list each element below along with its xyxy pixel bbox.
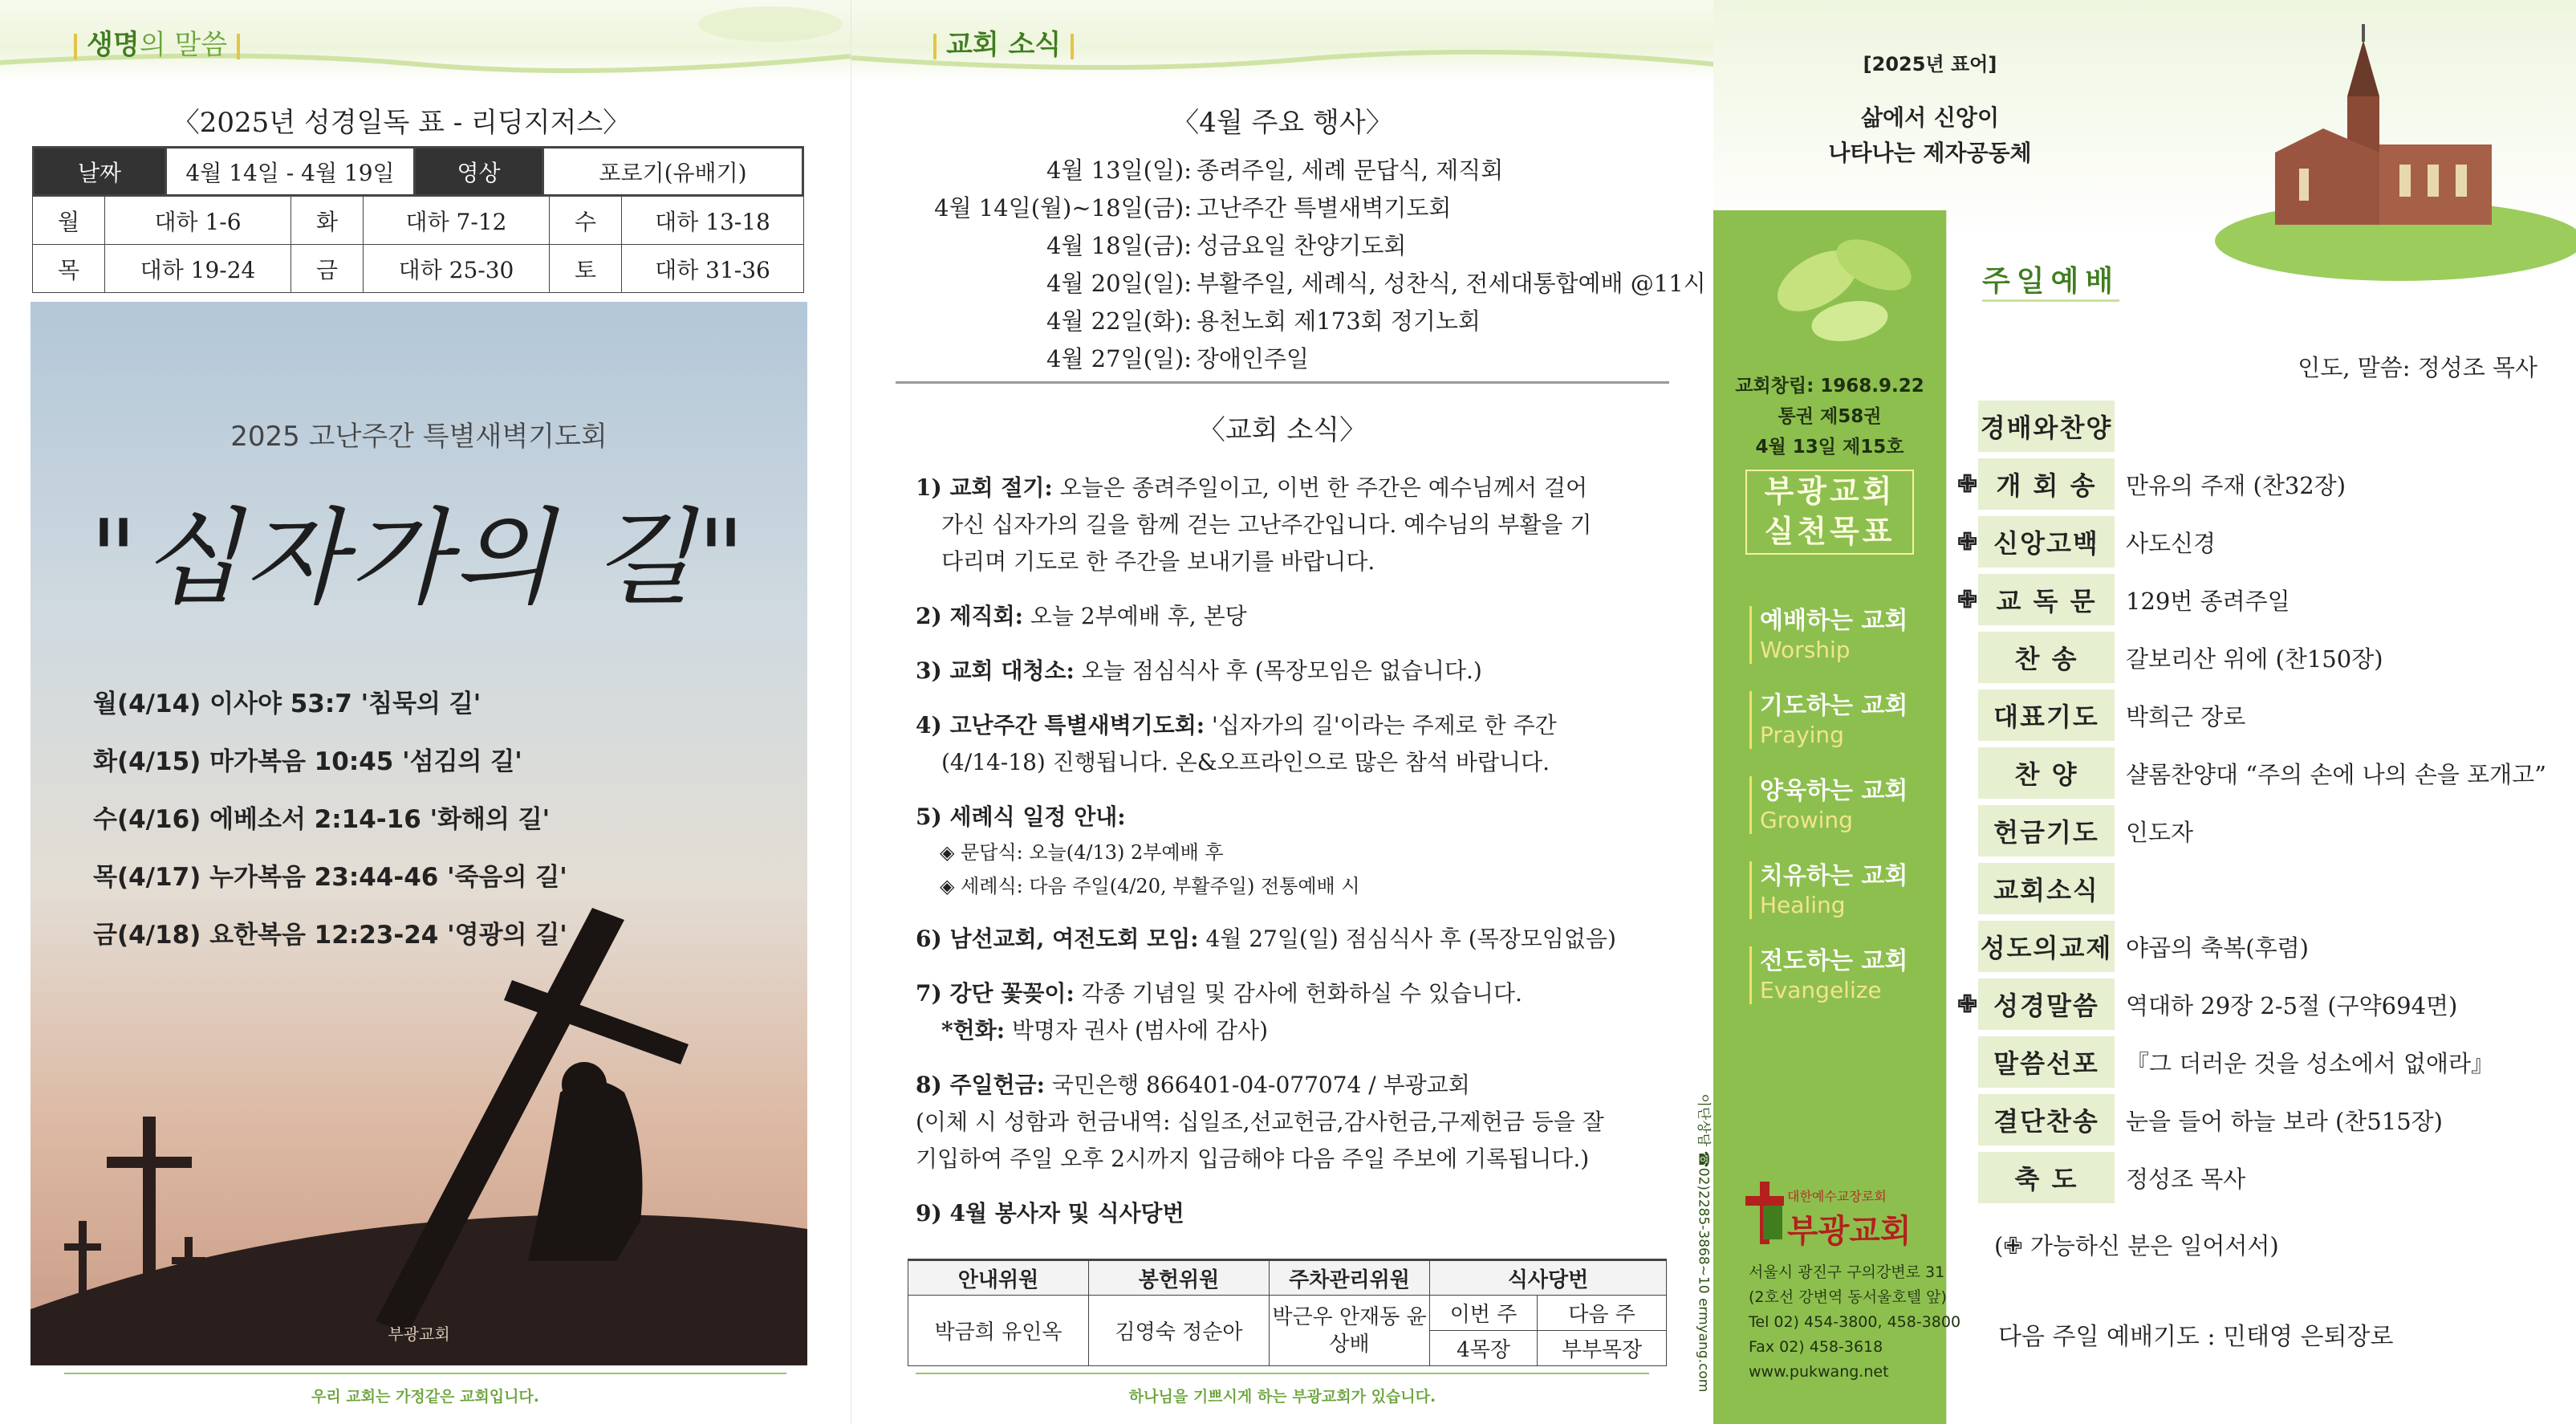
poster-brand: 부광교회 xyxy=(388,1324,450,1344)
counsel-phone-vertical: 이단상담 ☎02)2285-3868~10 ermyang.com xyxy=(1695,1093,1712,1393)
events-list xyxy=(900,153,1706,379)
cross-silhouette-illustration xyxy=(30,884,807,1365)
meal-this-label: 이번 주 xyxy=(1430,1296,1538,1331)
video-value: 포로기(유배기) xyxy=(543,148,803,196)
schedule-line: 금(4/18) 요한복음 12:23-24 '영광의 길' xyxy=(93,921,567,950)
col-header: 안내위원 xyxy=(908,1260,1089,1296)
news-item: 3) 교회 대청소: 오늘 점심식사 후 (목장모임은 없습니다.) xyxy=(916,657,1482,684)
meal-this: 4목장 xyxy=(1430,1331,1538,1366)
news-item: 8) 주일헌금: 국민은행 866401-04-077074 / 부광교회 (이체 시 성함과 헌금내역: 십일조,선교헌금,감사헌금,구제헌금 등을 잘 기입하여 주일 오후 2시까지 입금해야 다음 주일 주보에 기록됩니다.) xyxy=(916,1072,1604,1172)
church-building-image xyxy=(2227,24,2572,265)
denomination: 대한예수교장로회 xyxy=(1787,1189,1887,1204)
news-list xyxy=(916,470,1686,1250)
panel-church-news xyxy=(851,0,1713,1424)
poster-title: "십자가의 길" xyxy=(89,497,749,619)
order-row: 말씀선포 『그 더러운 것을 성소에서 없애라』 xyxy=(1978,1033,2556,1091)
order-row: 축 도 정성조 목사 xyxy=(1978,1149,2556,1206)
order-row: ✙ 성경말씀 역대하 29장 2-5절 (구약694면) xyxy=(1978,975,2556,1033)
news-item: 2) 제직회: 오늘 2부예배 후, 본당 xyxy=(916,603,1247,629)
footer-divider xyxy=(64,1373,786,1374)
reading-table-title: 〈2025년 성경일독 표 - 리딩지저스〉 xyxy=(172,107,631,139)
date-value: 4월 14일 - 4월 19일 xyxy=(166,148,415,196)
section-divider xyxy=(896,381,1669,384)
cross-logo-icon xyxy=(1745,1182,1784,1244)
church-address: 서울시 광진구 구의강변로 31 (2호선 강변역 동서울호텔 앞) Tel 02) 454-3800, 458-3800 Fax 02) 458-3618 www.pukwang.net xyxy=(1749,1263,1961,1381)
order-row: 성도의교제 야곱의 축복(후렴) xyxy=(1978,917,2556,975)
order-row: 교회소식 xyxy=(1978,860,2556,917)
leaves-decoration xyxy=(1745,217,1938,361)
day-cell: 화 xyxy=(291,197,364,245)
events-title: 〈4월 주요 행사〉 xyxy=(1172,107,1393,139)
news-title: 〈교회 소식〉 xyxy=(1197,414,1367,446)
goal-item: 전도하는 교회 Evangelize xyxy=(1749,946,1908,1004)
event-row: 4월 20일(일): 부활주일, 세례식, 성찬식, 전세대통합예배 @11시 xyxy=(1046,270,1706,297)
goal-item: 치유하는 교회 Healing xyxy=(1749,861,1908,919)
day-cell: 월 xyxy=(33,197,105,245)
col-header: 주차관리위원 xyxy=(1270,1260,1430,1296)
day-cell: 금 xyxy=(291,245,364,293)
news-item: 9) 4월 봉사자 및 식사당번 xyxy=(916,1200,1184,1227)
schedule-line: 목(4/17) 누가복음 23:44-46 '죽음의 길' xyxy=(93,863,567,892)
offering-cell: 김영숙 정순아 xyxy=(1089,1296,1270,1366)
reading-cell: 대하 31-36 xyxy=(622,245,804,293)
news-item: 1) 교회 절기: 오늘은 종려주일이고, 이번 한 주간은 예수님께서 걸어 가신 십자가의 길을 함께 걷는 고난주간입니다. 예수님의 부활을 기 다리며 기도로 한 주간을 보내기를 바랍니다. xyxy=(916,474,1592,575)
reading-cell: 대하 19-24 xyxy=(105,245,291,293)
event-row: 4월 18일(금): 성금요일 찬양기도회 xyxy=(1046,232,1407,259)
goal-item: 기도하는 교회 Praying xyxy=(1749,691,1908,749)
year-label: [2025년 표어] xyxy=(1863,53,1997,75)
day-cell: 목 xyxy=(33,245,105,293)
worship-title: 주일예배 xyxy=(1982,258,2119,302)
video-label: 영상 xyxy=(415,148,543,196)
practice-goals xyxy=(1749,606,1908,1031)
day-cell: 토 xyxy=(550,245,622,293)
date-label: 날짜 xyxy=(34,148,166,196)
next-week-prayer: 다음 주일 예배기도 : 민태영 은퇴장로 xyxy=(1998,1323,2394,1351)
worship-leader: 인도, 말씀: 정성조 목사 xyxy=(2298,354,2537,381)
volunteer-table xyxy=(908,1259,1667,1366)
poster-subtitle: 2025 고난주간 특별새벽기도회 xyxy=(230,421,607,453)
event-row: 4월 14일(월)~18일(금): 고난주간 특별새벽기도회 xyxy=(934,194,1452,222)
order-row: 찬 송 갈보리산 위에 (찬150장) xyxy=(1978,629,2556,686)
bulletin-info: 교회창립: 1968.9.22 통권 제58권 4월 13일 제15호 xyxy=(1735,376,1924,458)
news-item: 7) 강단 꽃꽂이: 각종 기념일 및 감사에 헌화하실 수 있습니다. *헌화: 박명자 권사 (범사에 감사) xyxy=(916,980,1522,1044)
reading-cell: 대하 13-18 xyxy=(622,197,804,245)
meal-next: 부부목장 xyxy=(1538,1331,1667,1366)
section-header: 생명의 말씀 xyxy=(64,22,250,62)
order-row: ✙ 개 회 송 만유의 주재 (찬32장) xyxy=(1978,455,2556,513)
event-row: 4월 22일(화): 용천노회 제173회 정기노회 xyxy=(1046,307,1481,335)
footer-text: 우리 교회는 가정같은 교회입니다. xyxy=(311,1388,540,1406)
reading-days xyxy=(32,196,804,293)
col-header: 봉헌위원 xyxy=(1089,1260,1270,1296)
schedule-line: 화(4/15) 마가복음 10:45 '섬김의 길' xyxy=(93,747,522,776)
church-name: 부광교회 xyxy=(1787,1213,1912,1250)
order-row: ✙ 교 독 문 129번 종려주일 xyxy=(1978,571,2556,629)
guide-cell: 박금희 유인옥 xyxy=(908,1296,1089,1366)
footer-divider xyxy=(916,1373,1649,1374)
standing-note: (✙ 가능하신 분은 일어서서) xyxy=(1994,1232,2279,1259)
col-header: 식사당번 xyxy=(1430,1260,1667,1296)
meal-next-label: 다음 주 xyxy=(1538,1296,1667,1331)
worship-order xyxy=(1957,397,2556,1206)
goal-item: 예배하는 교회 Worship xyxy=(1749,606,1908,664)
order-row: ✙ 신앙고백 사도신경 xyxy=(1978,513,2556,571)
practice-goal-box: 부광교회 실천목표 xyxy=(1745,470,1914,555)
day-cell: 수 xyxy=(550,197,622,245)
footer-text: 하나님을 기쁘시게 하는 부광교회가 있습니다. xyxy=(1128,1388,1436,1406)
order-row: 경배와찬양 xyxy=(1978,397,2556,455)
reading-cell: 대하 25-30 xyxy=(364,245,550,293)
event-row: 4월 27일(일): 장애인주일 xyxy=(1046,345,1310,372)
reading-cell: 대하 7-12 xyxy=(364,197,550,245)
news-item: 5) 세례식 일정 안내: ◈ 문답식: 오늘(4/13) 2부예배 후 ◈ 세례식: 다음 주일(4/20, 부활주일) 전통예배 시 xyxy=(916,804,1360,897)
schedule-line: 월(4/14) 이사야 53:7 '침묵의 길' xyxy=(93,690,481,718)
news-item: 4) 고난주간 특별새벽기도회: '십자가의 길'이라는 주제로 한 주간 (4/14-18) 진행됩니다. 온&오프라인으로 많은 참석 바랍니다. xyxy=(916,712,1557,775)
order-row: 헌금기도 인도자 xyxy=(1978,802,2556,860)
reading-cell: 대하 1-6 xyxy=(105,197,291,245)
news-item: 6) 남선교회, 여전도회 모임: 4월 27일(일) 점심식사 후 (목장모임없음) xyxy=(916,926,1616,952)
goal-item: 양육하는 교회 Growing xyxy=(1749,776,1908,834)
order-row: 찬 양 샬롬찬양대 “주의 손에 나의 손을 포개고” xyxy=(1978,744,2556,802)
section-header: 교회 소식 xyxy=(924,22,1083,62)
reading-table xyxy=(32,146,804,197)
order-row: 대표기도 박희근 장로 xyxy=(1978,686,2556,744)
sidebar-edge xyxy=(1946,210,1947,1424)
prayer-meeting-poster xyxy=(30,302,807,1365)
schedule-line: 수(4/16) 에베소서 2:14-16 '화해의 길' xyxy=(93,805,551,834)
panel-worship-order xyxy=(1695,0,2576,1424)
event-row: 4월 13일(일): 종려주일, 세례 문답식, 제직회 xyxy=(1046,157,1504,184)
parking-cell: 박근우 안재동 윤상배 xyxy=(1270,1296,1430,1366)
panel-bible-reading xyxy=(0,0,851,1424)
church-motto: 삶에서 신앙이 나타나는 제자공동체 xyxy=(1828,104,2032,166)
order-row: 결단찬송 눈을 들어 하늘 보라 (찬515장) xyxy=(1978,1091,2556,1149)
